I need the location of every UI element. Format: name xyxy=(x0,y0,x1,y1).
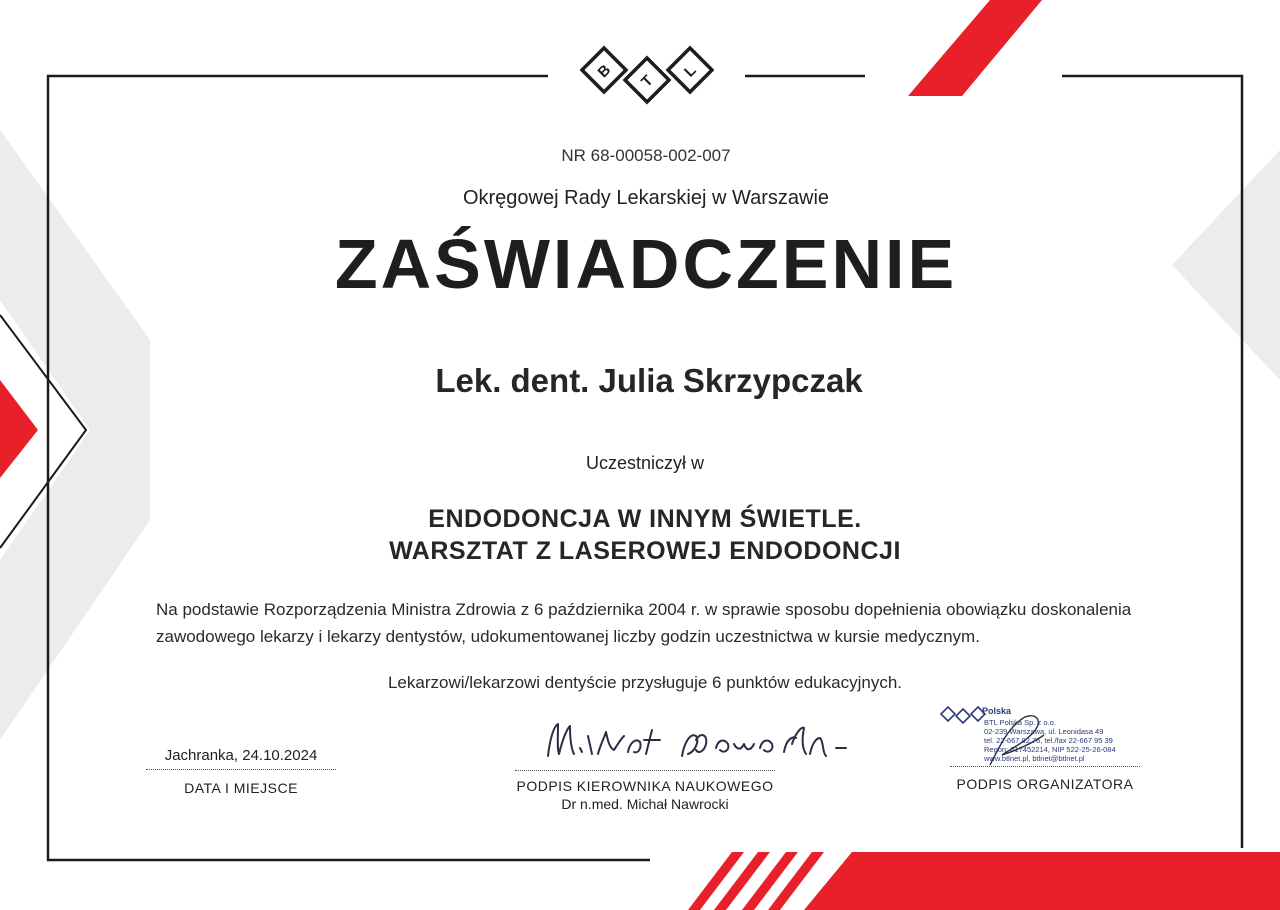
bottom-red-band xyxy=(804,852,1280,910)
stamp-line: tel. 22-667 02 76, tel./fax 22-667 95 39 xyxy=(984,736,1113,745)
bottom-red-stripe-2 xyxy=(714,852,770,910)
stamp-line: www.btlnet.pl, btlnet@btlnet.pl xyxy=(984,754,1085,763)
participated-label: Uczestniczył w xyxy=(585,453,705,473)
top-red-stripe xyxy=(908,0,1042,96)
organizer-dotted-line xyxy=(950,766,1140,767)
course-title-line2: WARSZTAT Z LASEROWEJ ENDODONCJI xyxy=(389,537,901,565)
scientific-director-name: Dr n.med. Michał Nawrocki xyxy=(561,796,729,812)
stamp-line: 02-239 Warszawa, ul. Leonidasa 49 xyxy=(984,727,1104,736)
signature-dotted-line xyxy=(515,770,775,771)
date-place-label: DATA I MIEJSCE xyxy=(184,780,298,796)
legal-basis-text: Na podstawie Rozporządzenia Ministra Zdrowia z 6 października 2004 r. w sprawie sposobu dopełnienia obowiązku doskonalenia zawodowego lekarzy i lekarzy dentystów, udokumentowanej liczby godzin uczestnictwa w kursie medycznym. xyxy=(156,600,1132,646)
education-points-text: Lekarzowi/lekarzowi dentyście przysługuje 6 punktów edukacyjnych. xyxy=(387,673,903,692)
organizer-signature-label: PODPIS ORGANIZATORA xyxy=(956,776,1134,792)
logo-letter-b: B xyxy=(594,61,615,82)
btl-logo xyxy=(580,44,714,108)
logo-letter-t: T xyxy=(638,72,657,91)
certificate-title: ZAŚWIADCZENIE xyxy=(334,225,958,303)
certificate-number: NR 68-00058-002-007 xyxy=(561,146,731,165)
recipient-name: Lek. dent. Julia Skrzypczak xyxy=(435,362,863,399)
course-title-line1: ENDODONCJA W INNYM ŚWIETLE. xyxy=(428,505,862,533)
stamp-brand: Polska xyxy=(982,706,1012,716)
date-place-value: Jachranka, 24.10.2024 xyxy=(164,747,318,764)
bottom-red-stripe-3 xyxy=(742,852,798,910)
scientific-director-signature-label: PODPIS KIEROWNIKA NAUKOWEGO xyxy=(516,778,774,794)
bottom-red-stripe-1 xyxy=(688,852,744,910)
council-name: Okręgowej Rady Lekarskiej w Warszawie xyxy=(462,187,830,209)
date-place-dotted-line xyxy=(146,769,336,770)
stamp-line: BTL Polska Sp. z o.o. xyxy=(984,718,1056,727)
stamp-signature-scribble xyxy=(980,705,1070,770)
organizer-stamp xyxy=(940,705,1140,770)
handwritten-signature xyxy=(540,718,880,778)
logo-letter-l: L xyxy=(681,62,700,81)
stamp-line: Regon: 017452214, NIP 522-25-26-084 xyxy=(984,745,1116,754)
